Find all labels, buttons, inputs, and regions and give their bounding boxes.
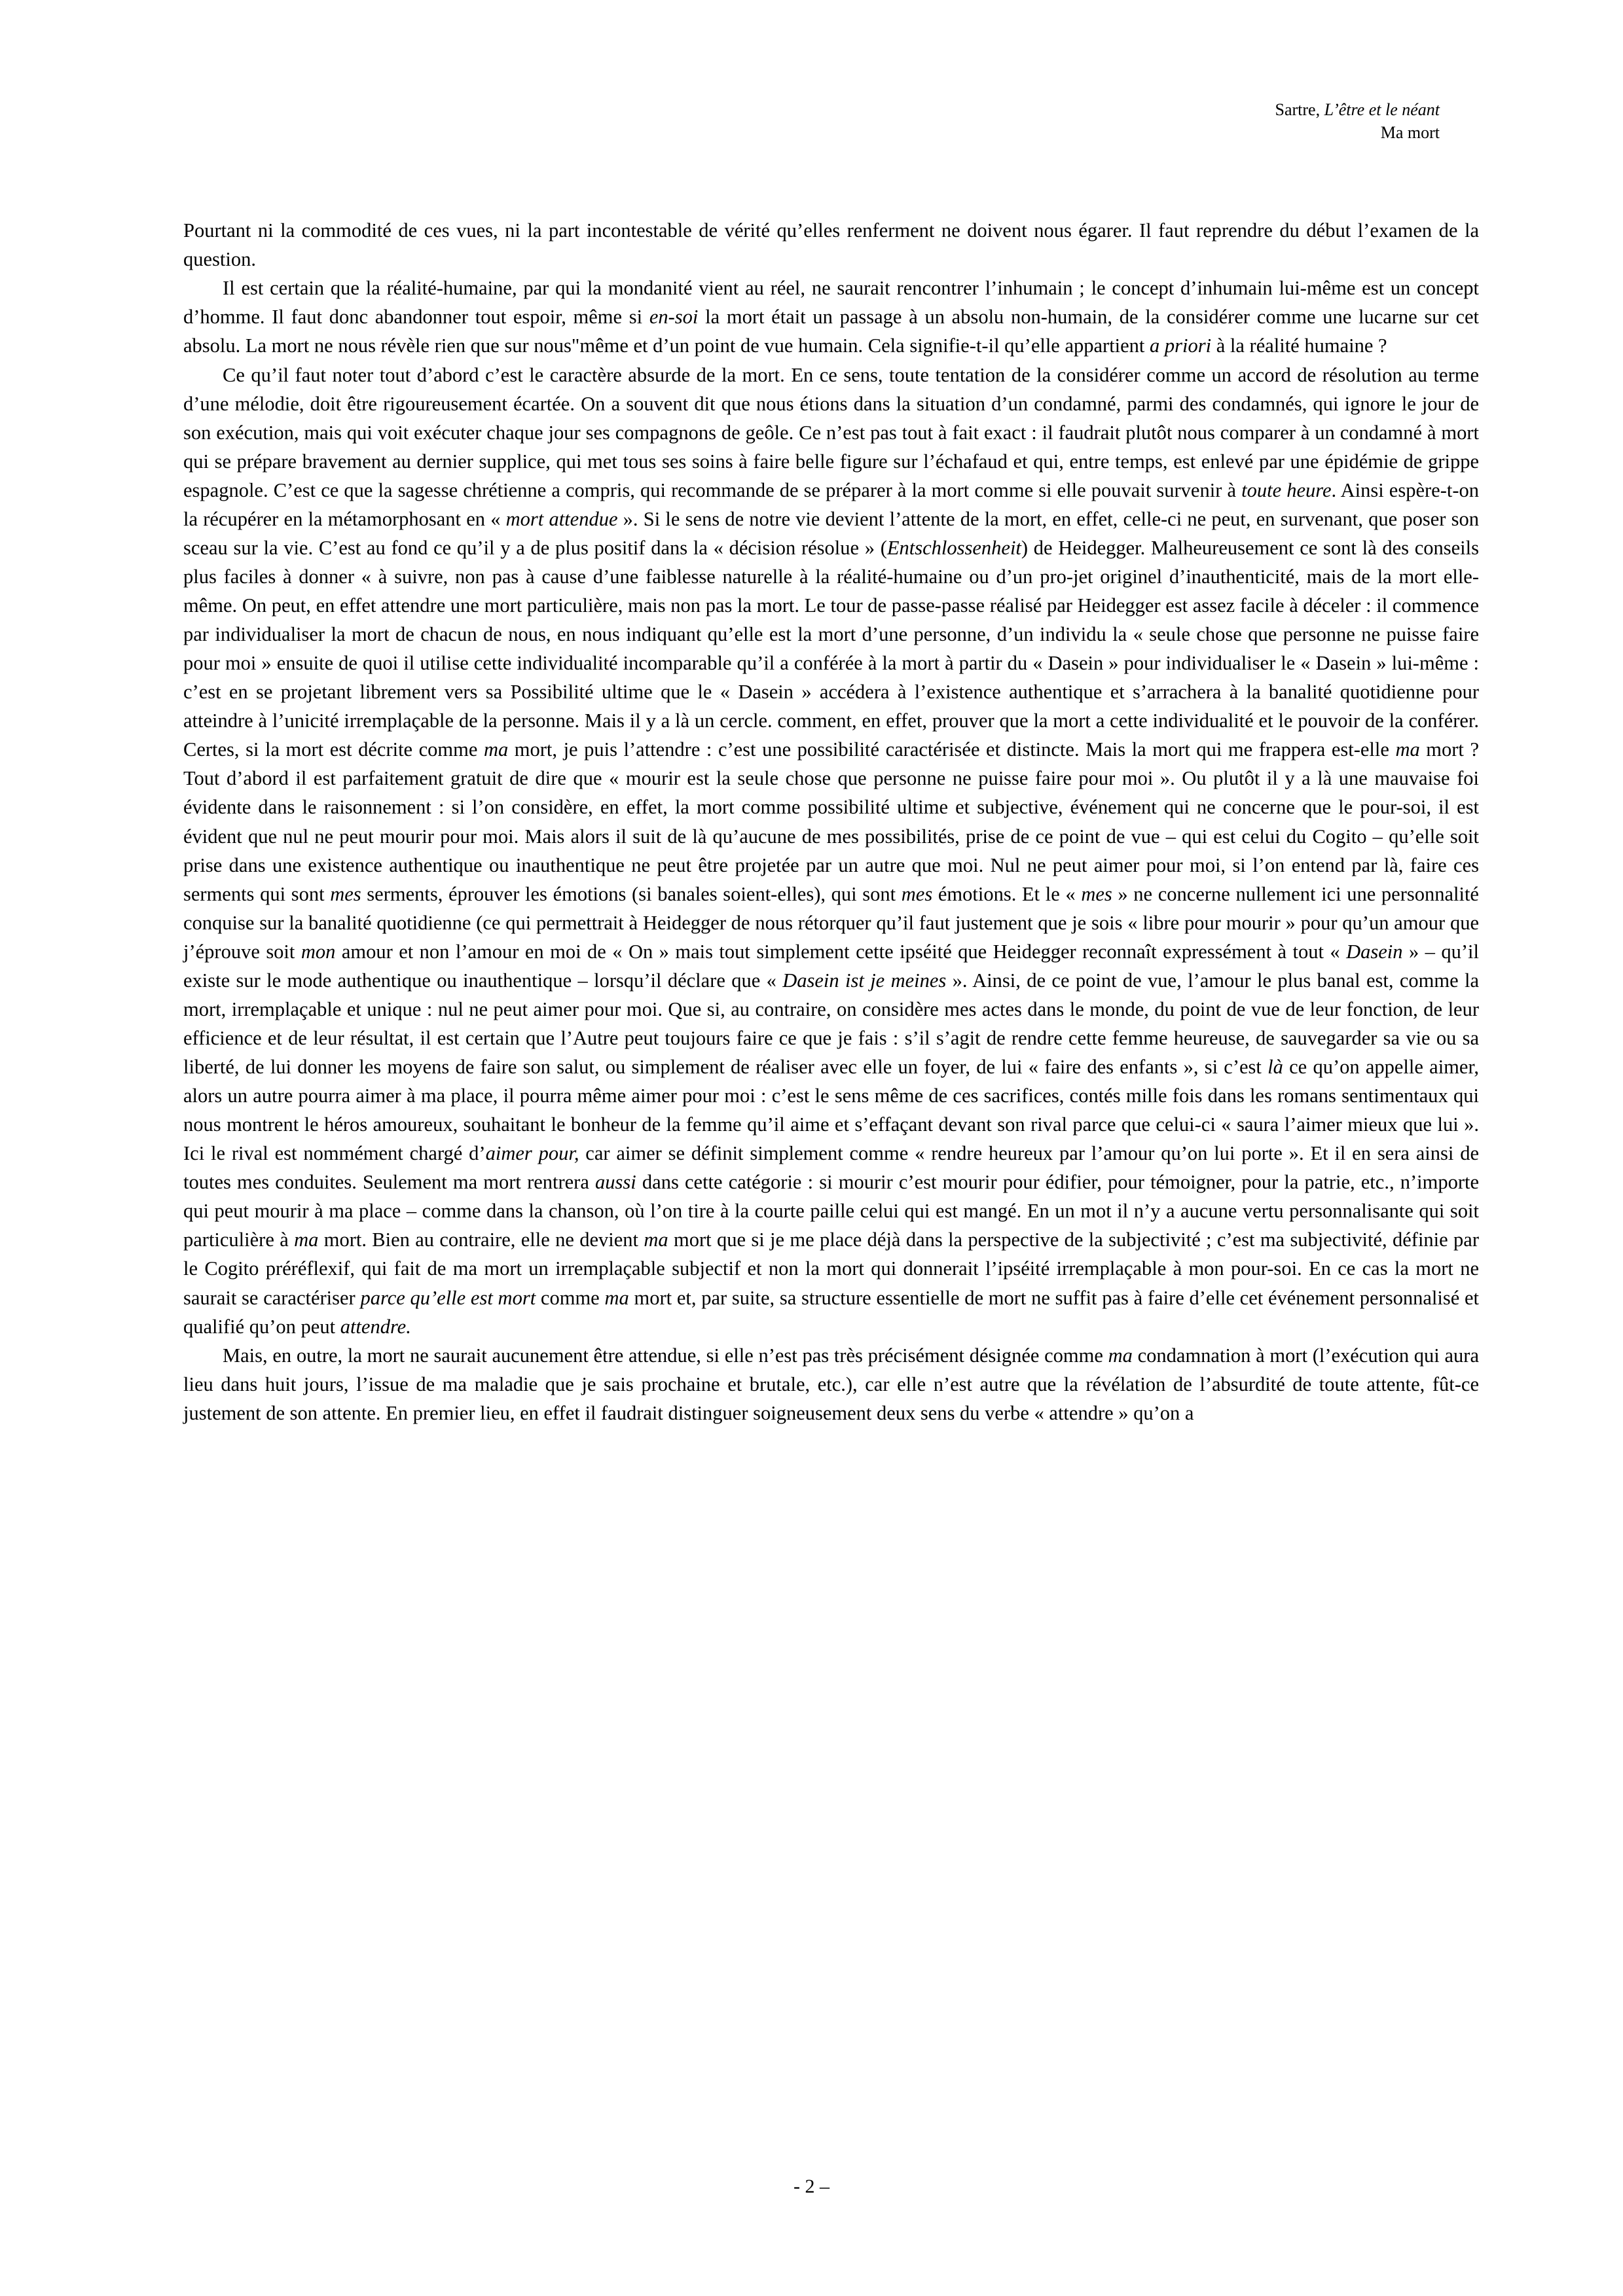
header-work-title: L’être et le néant (1324, 100, 1440, 119)
page-number: - 2 – (793, 2176, 830, 2197)
paragraph-1: Pourtant ni la commodité de ces vues, ni la part incontestable de vérité qu’elles renferment ne doivent nous égarer. Il faut reprendre du début l’examen de la question. (183, 219, 1479, 271)
page-header (183, 98, 1440, 144)
header-section-title: Ma mort (1380, 123, 1440, 143)
page-footer (0, 2176, 1623, 2198)
paragraph-2: Il est certain que la réalité-humaine, par qui la mondanité vient au réel, ne saurait rencontrer l’inhumain ; le concept d’inhumain lui-même est un concept d’homme. Il faut donc abandonner tout espoir, même si en-soi la mort était un passage à un absolu non-humain, de la considérer comme une lucarne sur cet absolu. La mort ne nous révèle rien que sur nous"même et d’un point de vue humain. Cela signifie-t-il qu’elle appartient a priori à la réalité humaine ? (183, 277, 1479, 357)
paragraph-4: Mais, en outre, la mort ne saurait aucunement être attendue, si elle n’est pas très précisément désignée comme ma condamnation à mort (l’exécution qui aura lieu dans huit jours, l’issue de ma maladie que je sais prochaine et brutale, etc.), car elle n’est autre que la révélation de l’absurdité de toute attente, fût-ce justement de son attente. En premier lieu, en effet il faudrait distinguer soigneusement deux sens du verbe « attendre » qu’on a (183, 1344, 1479, 1424)
paragraph-3: Ce qu’il faut noter tout d’abord c’est le caractère absurde de la mort. En ce sens, toute tentation de la considérer comme un accord de résolution au terme d’une mélodie, doit être rigoureusement écartée. On a souvent dit que nous étions dans la situation d’un condamné, parmi des condamnés, qui ignore le jour de son exécution, mais qui voit exécuter chaque jour ses compagnons de geôle. Ce n’est pas tout à fait exact : il faudrait plutôt nous comparer à un condamné à mort qui se prépare bravement au dernier supplice, qui met tous ses soins à faire belle figure sur l’échafaud et qui, entre temps, est enlevé par une épidémie de grippe espagnole. C’est ce que la sagesse chrétienne a compris, qui recommande de se préparer à la mort comme si elle pouvait survenir à toute heure. Ainsi espère-t-on la récupérer en la métamorphosant en « mort attendue ». Si le sens de notre vie devient l’attente de la mort, en effet, celle-ci ne peut, en survenant, que poser son sceau sur la vie. C’est au fond ce qu’il y a de plus positif dans la « décision résolue » (Entschlossenheit) de Heidegger. Malheureusement ce sont là des conseils plus faciles à donner « à suivre, non pas à cause d’une faiblesse naturelle à la réalité-humaine ou d’un pro-jet originel d’inauthenticité, mais de la mort elle-même. On peut, en effet attendre une mort particulière, mais non pas la mort. Le tour de passe-passe réalisé par Heidegger est assez facile à déceler : il commence par individualiser la mort de chacun de nous, en nous indiquant qu’elle est la mort d’une personne, d’un individu la « seule chose que personne ne puisse faire pour moi » ensuite de quoi il utilise cette individualité incomparable qu’il a conférée à la mort à partir du « Dasein » pour individualiser le « Dasein » lui-même : c’est en se projetant librement vers sa Possibilité ultime que le « Dasein » accédera à l’existence authentique et s’arrachera à la banalité quotidienne pour atteindre à l’unicité irremplaçable de la personne. Mais il y a là un cercle. comment, en effet, prouver que la mort a cette individualité et le pouvoir de la conférer. Certes, si la mort est décrite comme ma mort, je puis l’attendre : c’est une possibilité caractérisée et distincte. Mais la mort qui me frappera est-elle ma mort ? Tout d’abord il est parfaitement gratuit de dire que « mourir est la seule chose que personne ne puisse faire pour moi ». Ou plutôt il y a là une mauvaise foi évidente dans le raisonnement : si l’on considère, en effet, la mort comme possibilité ultime et subjective, événement qui ne concerne que le pour-soi, il est évident que nul ne peut mourir pour moi. Mais alors il suit de là qu’aucune de mes possibilités, prise de ce point de vue – qui est celui du Cogito – qu’elle soit prise dans une existence authentique ou inauthentique ne peut être projetée par un autre que moi. Nul ne peut aimer pour moi, si l’on entend par là, faire ces serments qui sont mes serments, éprouver les émotions (si banales soient-elles), qui sont mes émotions. Et le « mes » ne concerne nullement ici une personnalité conquise sur la banalité quotidienne (ce qui permettrait à Heidegger de nous rétorquer qu’il faut justement que je sois « libre pour mourir » pour qu’un amour que j’éprouve soit mon amour et non l’amour en moi de « On » mais tout simplement cette ipséité que Heidegger reconnaît expressément à tout « Dasein » – qu’il existe sur le mode authentique ou inauthentique – lorsqu’il déclare que « Dasein ist je meines ». Ainsi, de ce point de vue, l’amour le plus banal est, comme la mort, irremplaçable et unique : nul ne peut aimer pour moi. Que si, au contraire, on considère mes actes dans le monde, du point de vue de leur fonction, de leur efficience et de leur résultat, il est certain que l’Autre peut toujours faire ce que je fais : s’il s’agit de rendre cette femme heureuse, de sauvegarder sa vie ou sa liberté, de lui donner les moyens de faire son salut, ou simplement de réaliser avec elle un foyer, de lui « faire des enfants », si c’est là ce qu’on appelle aimer, alors un autre pourra aimer à ma place, il pourra même aimer pour moi : c’est le sens même de ces sacrifices, contés mille fois dans les romans sentimentaux qui nous montrent le héros amoureux, souhaitant le bonheur de la femme qu’il aime et s’effaçant devant son rival parce que celui-ci « saura l’aimer mieux que lui ». Ici le rival est nommément chargé d’aimer pour, car aimer se définit simplement comme « rendre heureux par l’amour qu’on lui porte ». Et il en sera ainsi de toutes mes conduites. Seulement ma mort rentrera aussi dans cette catégorie : si mourir c’est mourir pour édifier, pour témoigner, pour la patrie, etc., n’importe qui peut mourir à ma place – comme dans la chanson, où l’on tire à la courte paille celui qui est mangé. En un mot il n’y a aucune vertu personnalisante qui soit particulière à ma mort. Bien au contraire, elle ne devient ma mort que si je me place déjà dans la perspective de la subjectivité ; c’est ma subjectivité, définie par le Cogito préréflexif, qui fait de ma mort un irremplaçable subjectif et non la mort qui donnerait l’ipséité irremplaçable à mon pour-soi. En ce cas la mort ne saurait se caractériser parce qu’elle est mort comme ma mort et, par suite, sa structure essentielle de mort ne suffit pas à faire d’elle cet événement personnalisé et qualifié qu’on peut attendre. (183, 363, 1480, 1338)
header-source-line (183, 98, 1440, 121)
body-text (183, 216, 1479, 1427)
header-author: Sartre, (1275, 100, 1324, 119)
